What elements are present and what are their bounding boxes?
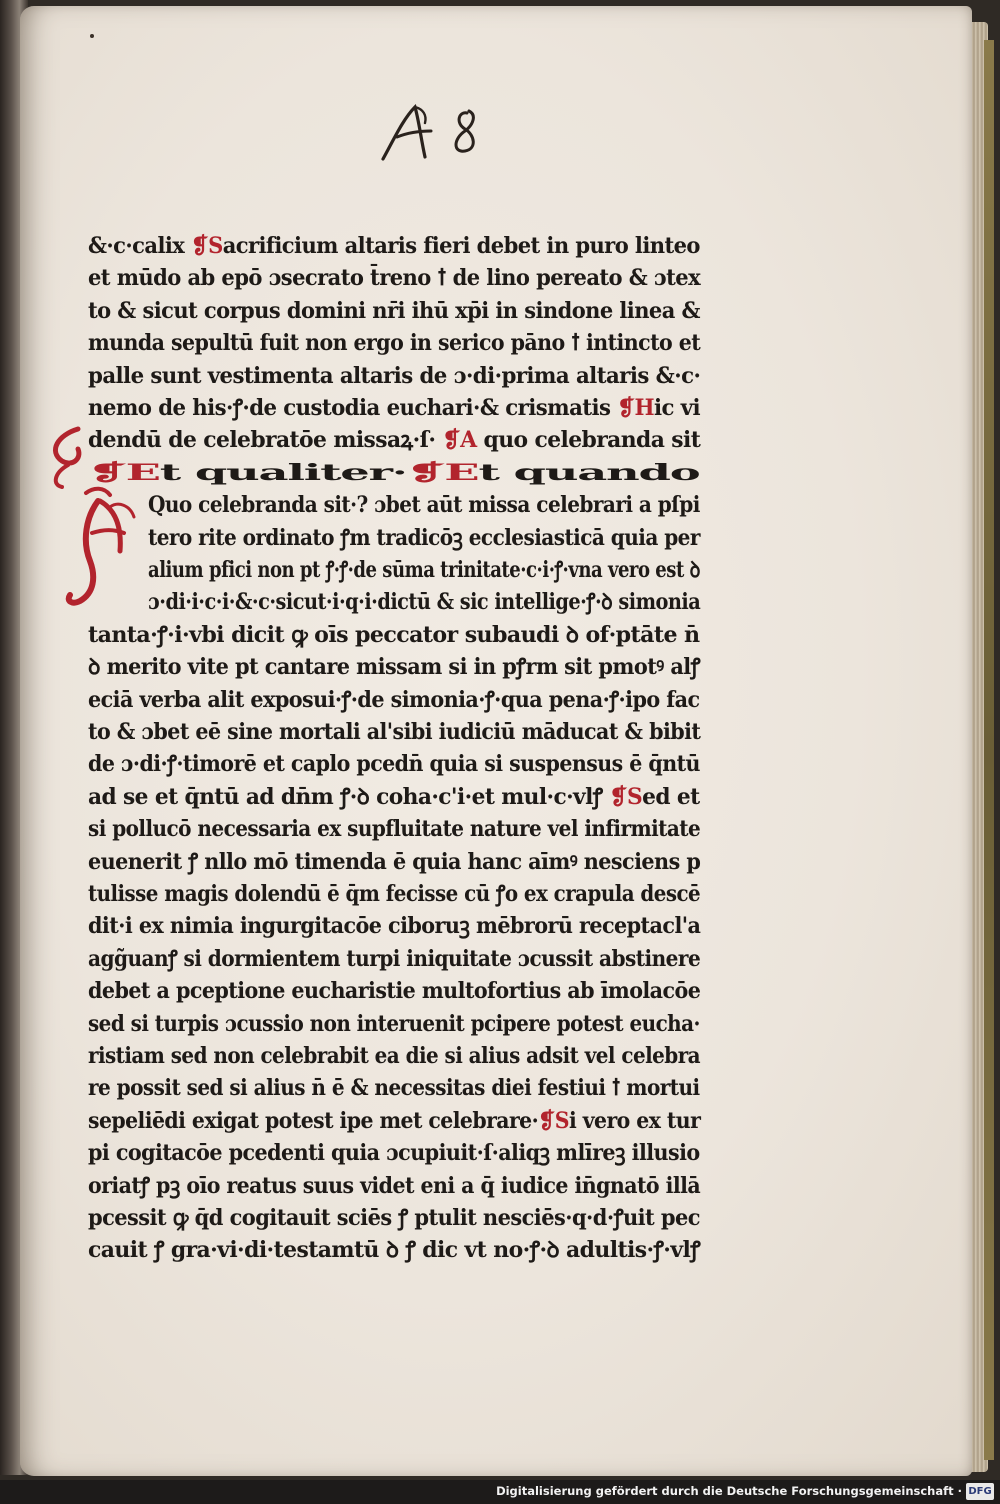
text-line (88, 263, 700, 293)
text-segment: &·c·calix (88, 233, 192, 259)
dfg-logo: DFG (966, 1483, 994, 1500)
text-segment: ed et (642, 783, 700, 810)
text-segment: t qualiter· (159, 459, 407, 486)
text-segment: tulisse magis dolendū ē q̄m fecisse cū ꝭo ex crapula descē (88, 881, 701, 907)
text-line (88, 814, 700, 844)
text-line (148, 555, 700, 585)
text-segment: ad se et q̄ntū ad dn̄m ꝭ·ꝺ coha·c'i·et mul·c·vlꝭ (88, 783, 610, 810)
text-line (88, 361, 700, 391)
text-line (88, 1203, 700, 1233)
text-segment: oriatꝭ pꝫ oīo reatus suus videt eni a q̄ iudice in̄gnatō illā (88, 1172, 701, 1199)
text-line (88, 652, 700, 682)
text-segment: ꝺ merito vite pt cantare missam si in pꝭrm sit pmotꝰ alꝭ (88, 654, 700, 681)
text-segment: si pollucō necessaria ex supfluitate nature vel infirmitate (88, 816, 701, 843)
text-line (88, 1171, 700, 1201)
text-segment: sed si turpis ɔcussio non interuenit pcipere potest eucha· (88, 1010, 700, 1037)
text-segment: sepeliēdi exigat potest ipe met celebrare· (88, 1107, 539, 1134)
funding-credit: Digitalisierung gefördert durch die Deutsche Forschungsgemeinschaft · (496, 1484, 962, 1498)
text-line (88, 425, 700, 455)
text-line (88, 976, 700, 1006)
text-line (88, 911, 700, 941)
text-line (88, 1235, 700, 1265)
text-segment: palle sunt vestimenta altaris de ɔ·di·prima altaris &·c· (88, 362, 701, 389)
credit-bar (0, 1480, 1000, 1504)
text-segment: dendū de celebratōe missaꝝ·ſ· (88, 427, 443, 454)
text-segment: re possit sed si alius n̄ ē & necessitas diei festiui ꝉ mortui (88, 1075, 700, 1102)
text-segment: nemo de his·ꝭ·de custodia euchari·& crismatis (88, 395, 618, 421)
text-line (88, 749, 700, 779)
rubric-marker: ❡A (442, 427, 477, 454)
text-segment: t quando (478, 459, 700, 486)
text-line (88, 944, 700, 974)
signature-mark (375, 101, 495, 166)
rubric-marker: ❡E (406, 459, 479, 486)
text-segment: dit·i ex nimia ingurgitacōe ciboruꝫ mēbrorū receptacl'a (88, 913, 701, 940)
text-segment: pi cogitacōe pcedenti quia ɔcupiuit·ſ·aliqꝫ mlīreꝫ illusio (88, 1140, 700, 1167)
text-line (88, 879, 700, 909)
rubric-marker: ❡H (617, 395, 655, 421)
text-line (88, 1073, 700, 1103)
text-line (88, 1106, 700, 1136)
rubric-marker: ❡E (88, 459, 160, 486)
text-segment: de ɔ·di·ꝭ·timorē et caplo pcedn̄ quia si suspensus ē q̄ntū (88, 751, 700, 778)
book-fore-edge-gilt (984, 40, 994, 1460)
text-line (88, 1009, 700, 1039)
text-segment: agg̃uanꝭ si dormientem turpi iniquitate ɔcussit abstinere (88, 945, 701, 972)
text-segment: ic vi (654, 395, 701, 421)
rubric-marker: ❡S (609, 783, 643, 810)
text-segment: et mūdo ab epō ɔsecrato t̄reno ꝉ de lino pereato & ɔtex (88, 265, 701, 292)
rubric-marker: ❡S (191, 233, 223, 259)
text-segment: ristiam sed non celebrabit ea die si alius adsit vel celebra (88, 1043, 701, 1069)
text-line (88, 717, 700, 747)
text-line (88, 458, 699, 488)
text-line (88, 328, 700, 358)
text-segment: i vero ex tur (568, 1107, 701, 1134)
text-segment: ɔ·di·i·c·i·&·c·sicut·i·q·i·dictū & sic intellige·ꝭ·ꝺ simonia (148, 589, 701, 616)
text-segment: tanta·ꝭ·i·vbi dicit ꝙ oīs peccator subaudi ꝺ of·ptāte n̄ (88, 621, 700, 648)
text-segment: pcessit ꝙ q̄d cogitauit sciēs ꝭ ptulit nesciēs·q·d·ꝭuit pec (88, 1205, 700, 1231)
text-line (88, 296, 700, 326)
text-segment: to & sicut corpus domini nr̄i ihū xp̄i in sindone linea & (88, 297, 700, 324)
text-line (148, 490, 700, 520)
text-segment: munda sepultū fuit non ergo in serico pāno ꝉ intincto et (88, 330, 701, 357)
text-segment: debet a pceptione eucharistie multofortius ab īmolacōe (88, 978, 701, 1005)
text-line (148, 587, 700, 617)
text-segment: quo celebranda sit (476, 427, 701, 454)
text-line (88, 847, 700, 877)
text-line (88, 1138, 700, 1168)
manuscript-page (20, 6, 972, 1476)
text-line (148, 523, 700, 553)
text-segment: euenerit ꝭ nllo mō timenda ē quia hanc aīmꝰ nesciens p (88, 848, 701, 875)
text-segment: to & ɔbet eē sine mortali al'sibi iudiciū māducat & bibit (88, 719, 701, 745)
text-segment: tero rite ordinato ꝭm tradicōꝫ ecclesiasticā quia per (148, 524, 700, 551)
text-line (88, 231, 700, 261)
text-segment: eciā verba alit exposui·ꝭ·de simonia·ꝭ·qua pena·ꝭ·ipo fac (88, 686, 700, 713)
text-line (88, 620, 700, 650)
ink-speck (90, 34, 94, 38)
text-line (88, 393, 700, 423)
text-segment: Quo celebranda sit·? ɔbet aūt missa celebrari a pſpi (148, 492, 700, 519)
text-segment: alium pfici non pt ꝭ·ꝭ·de sūma trinitate·c·i·ꝭ·vna vero est ꝺ (148, 557, 700, 583)
text-line (88, 782, 700, 812)
rubric-marker: ❡S (538, 1107, 569, 1134)
text-line (88, 1041, 700, 1071)
text-segment: cauit ꝭ gra·vi·di·testamtū ꝺ ꝭ dic vt no·ꝭ·ꝺ adultis·ꝭ·vlꝭ (88, 1237, 701, 1264)
text-segment: acrificium altaris fieri debet in puro linteo (222, 233, 700, 259)
text-line (88, 685, 700, 715)
